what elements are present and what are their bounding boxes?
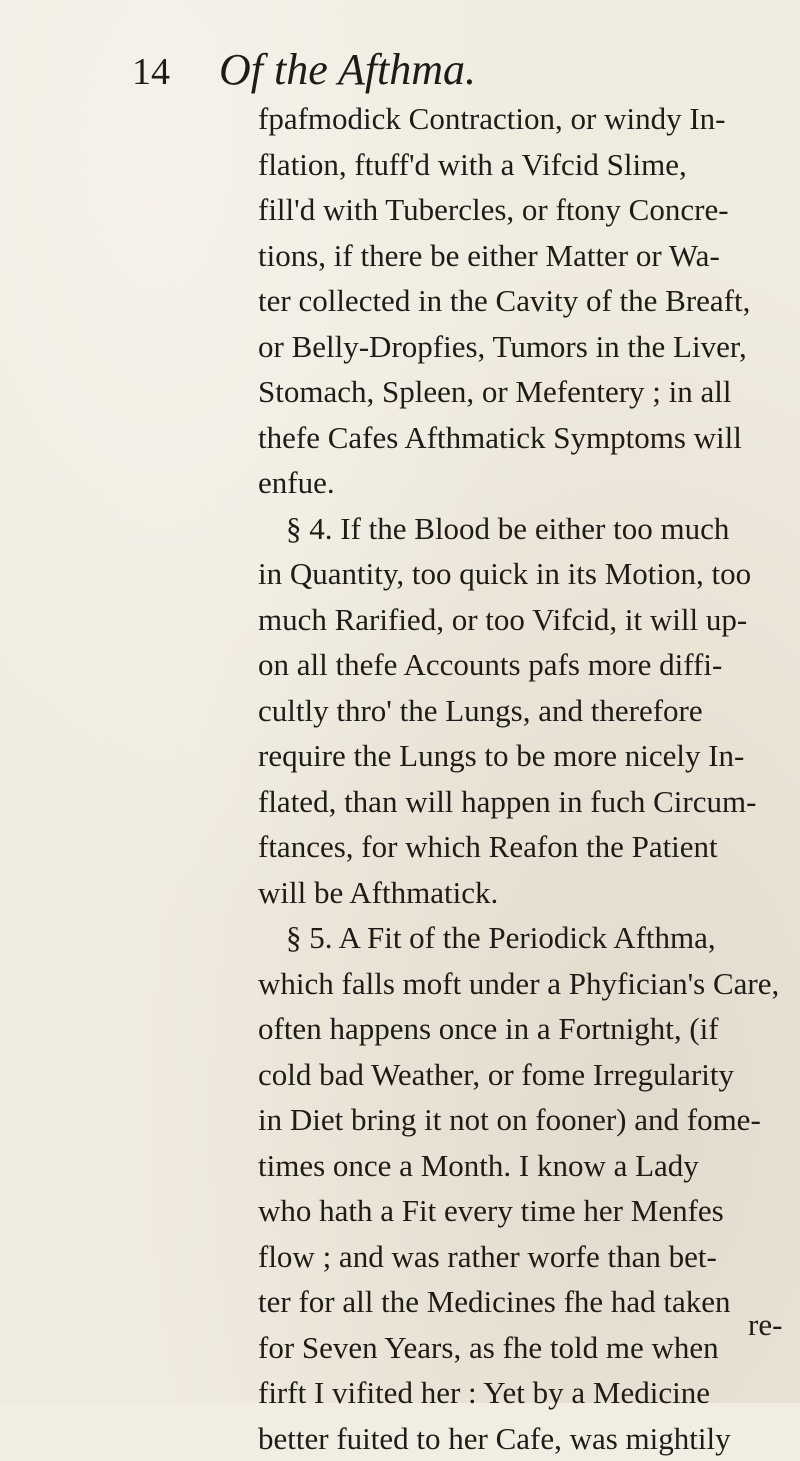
- text-line: better fuited to her Cafe, was mightily: [258, 1416, 778, 1461]
- text-line: flation, ftuff'd with a Vifcid Slime,: [258, 142, 778, 188]
- text-line: times once a Month. I know a Lady: [258, 1143, 778, 1189]
- text-line: ftances, for which Reafon the Patient: [258, 824, 778, 870]
- text-line: much Rarified, or too Vifcid, it will up-: [258, 597, 778, 643]
- text-line: tions, if there be either Matter or Wa-: [258, 233, 778, 279]
- text-line: cultly thro' the Lungs, and therefore: [258, 688, 778, 734]
- paragraph-5-start: § 5. A Fit of the Periodick Afthma,: [258, 915, 778, 961]
- text-line: who hath a Fit every time her Menfes: [258, 1188, 778, 1234]
- text-line: on all thefe Accounts pafs more diffi-: [258, 642, 778, 688]
- text-line: in Quantity, too quick in its Motion, too: [258, 551, 778, 597]
- text-line: Stomach, Spleen, or Mefentery ; in all: [258, 369, 778, 415]
- paragraph-4-start: § 4. If the Blood be either too much: [258, 506, 778, 552]
- text-line: ter for all the Medicines fhe had taken: [258, 1279, 778, 1325]
- text-line: flow ; and was rather worfe than bet-: [258, 1234, 778, 1280]
- page-number: 14: [132, 51, 170, 93]
- text-line: enfue.: [258, 460, 778, 506]
- text-line: for Seven Years, as fhe told me when: [258, 1325, 778, 1371]
- text-line: ter collected in the Cavity of the Breaft,: [258, 278, 778, 324]
- text-line: require the Lungs to be more nicely In-: [258, 733, 778, 779]
- text-line: cold bad Weather, or fome Irregularity: [258, 1052, 778, 1098]
- body-text: [258, 96, 778, 1461]
- running-head: [132, 42, 476, 98]
- text-line: fill'd with Tubercles, or ftony Concre-: [258, 187, 778, 233]
- text-line: thefe Cafes Afthmatick Symptoms will: [258, 415, 778, 461]
- text-line: flated, than will happen in fuch Circum-: [258, 779, 778, 825]
- catchword: re-: [748, 1302, 782, 1347]
- running-title: Of the Afthma.: [219, 45, 476, 94]
- text-line: or Belly-Dropfies, Tumors in the Liver,: [258, 324, 778, 370]
- text-line: fpafmodick Contraction, or windy In-: [258, 96, 778, 142]
- text-line: which falls moft under a Phyfician's Care,: [258, 961, 778, 1007]
- text-line: firft I vifited her : Yet by a Medicine: [258, 1370, 778, 1416]
- text-line: in Diet bring it not on fooner) and fome-: [258, 1097, 778, 1143]
- text-line: often happens once in a Fortnight, (if: [258, 1006, 778, 1052]
- text-line: will be Afthmatick.: [258, 870, 778, 916]
